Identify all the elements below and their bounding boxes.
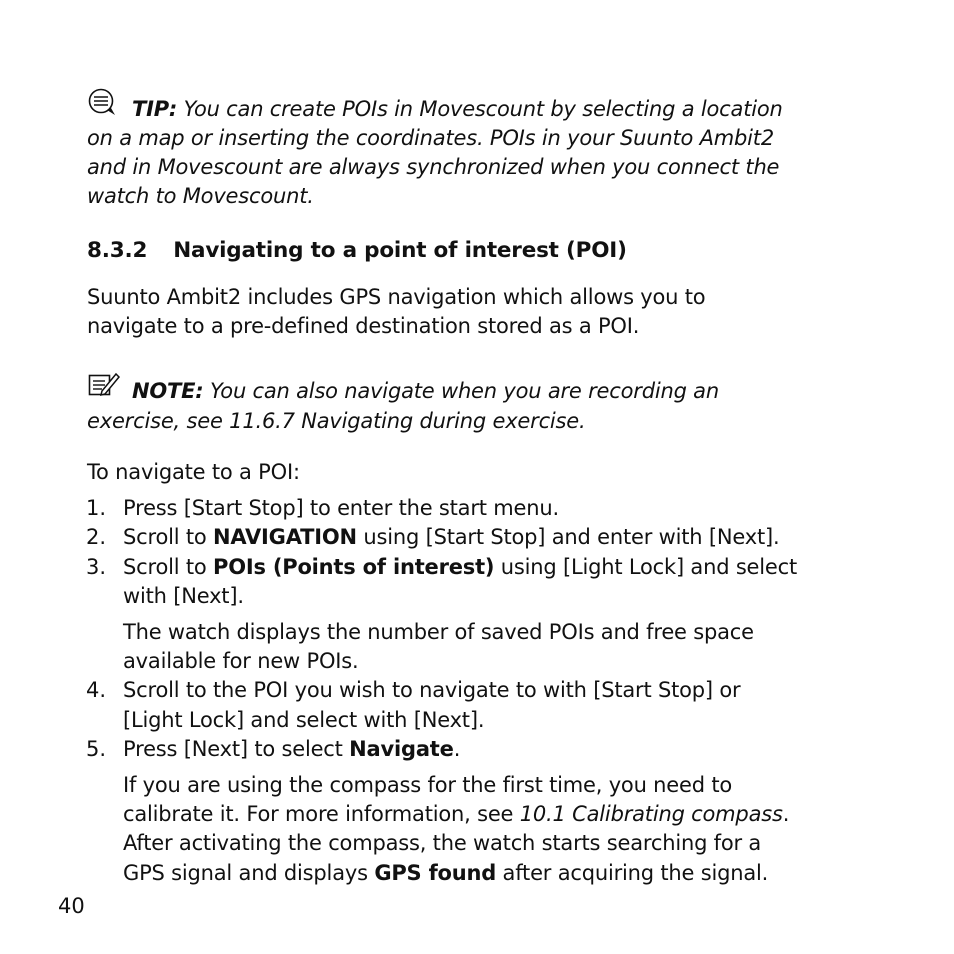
note-line-2 — [87, 407, 586, 436]
intro-line-1: Suunto Ambit2 includes GPS navigation which allows you to — [87, 285, 706, 309]
step-text-line-2: [Light Lock] and select with [Next]. — [123, 708, 485, 732]
step-number: 2. — [86, 525, 107, 549]
step-text-pre: Scroll to — [123, 525, 213, 549]
note-text: You can also navigate when you are recording an — [209, 379, 719, 403]
note-text-2: exercise, see — [87, 409, 230, 433]
step-text-post: using [Light Lock] and select — [494, 555, 798, 579]
tip-line-4: watch to Movescount. — [87, 184, 314, 208]
step-text-line-2: with [Next]. — [123, 584, 244, 608]
step-5-detail-line-4 — [123, 859, 768, 888]
tip-line-1 — [132, 95, 783, 124]
note-icon — [88, 372, 120, 398]
step-text — [123, 735, 460, 764]
tip-line-2: on a map or inserting the coordinates. POIs in your Suunto Ambit2 — [87, 126, 775, 150]
step-5-detail-line-1: If you are using the compass for the first time, you need to — [123, 773, 732, 797]
tip-icon — [87, 88, 119, 116]
detail-period: . — [782, 802, 790, 826]
calibrating-compass-link[interactable]: 10.1 Calibrating compass — [519, 802, 783, 826]
step-number: 4. — [86, 678, 107, 702]
step-text — [123, 523, 779, 552]
step-number: 1. — [86, 496, 107, 520]
step-3-detail-line-2: available for new POIs. — [123, 649, 359, 673]
step-3-detail-line-1: The watch displays the number of saved POIs and free space — [123, 620, 754, 644]
step-text-pre: Press [Next] to select — [123, 737, 350, 761]
note-xref-link[interactable]: 11.6.7 Navigating during exercise — [229, 409, 580, 433]
note-period: . — [579, 409, 586, 433]
step-5-detail-line-3: After activating the compass, the watch starts searching for a — [123, 831, 762, 855]
step-number: 3. — [86, 555, 107, 579]
detail-text-end: after acquiring the signal. — [496, 861, 769, 885]
detail-text: GPS signal and displays — [123, 861, 375, 885]
step-number: 5. — [86, 737, 107, 761]
page-number: 40 — [58, 894, 85, 918]
note-line-1 — [132, 377, 719, 406]
menu-navigate-label: Navigate — [349, 737, 454, 761]
note-label: NOTE: — [132, 379, 204, 403]
step-5-detail-line-2 — [123, 800, 789, 829]
menu-pois-label: POIs (Points of interest) — [213, 555, 495, 579]
procedure-lead: To navigate to a POI: — [87, 460, 300, 484]
step-text: Scroll to the POI you wish to navigate to with [Start Stop] or — [123, 678, 741, 702]
section-number: 8.3.2 — [87, 238, 148, 263]
detail-text: calibrate it. For more information, see — [123, 802, 520, 826]
tip-label: TIP: — [132, 97, 178, 121]
gps-found-label: GPS found — [374, 861, 497, 885]
step-text-post: . — [453, 737, 461, 761]
step-text — [123, 553, 797, 582]
intro-line-2: navigate to a pre-defined destination stored as a POI. — [87, 314, 640, 338]
section-title: Navigating to a point of interest (POI) — [173, 238, 627, 263]
tip-line-3: and in Movescount are always synchronized when you connect the — [87, 155, 780, 179]
step-text-pre: Scroll to — [123, 555, 213, 579]
step-text: Press [Start Stop] to enter the start menu. — [123, 496, 559, 520]
tip-text: You can create POIs in Movescount by selecting a location — [183, 97, 783, 121]
step-text-post: using [Start Stop] and enter with [Next]. — [356, 525, 780, 549]
section-heading — [87, 236, 627, 265]
menu-navigation-label: NAVIGATION — [213, 525, 357, 549]
